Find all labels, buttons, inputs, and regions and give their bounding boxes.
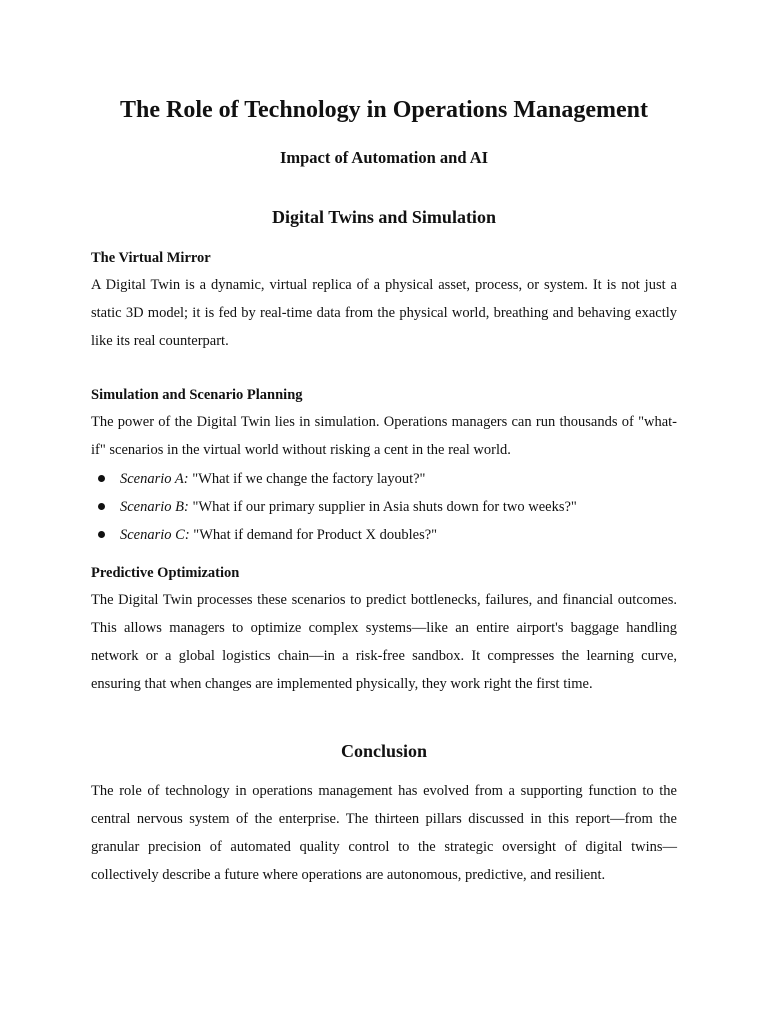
scenario-label: Scenario B: bbox=[120, 499, 189, 515]
subsection-title: Digital Twins and Simulation bbox=[272, 207, 496, 227]
section-title: Impact of Automation and AI bbox=[279, 148, 489, 167]
scenario-text: "What if demand for Product X doubles?" bbox=[189, 527, 438, 543]
virtual-mirror-heading: The Virtual Mirror bbox=[91, 250, 211, 266]
predictive-paragraph: The Digital Twin processes these scenarios to predict bottlenecks, failures, and financial outcomes. This allows managers to optimize complex systems—like an entire airport's baggage handling network or a global logistics chain—in a risk-free sandbox. It compresses the learning curve, ensuring that when changes are implemented physically, they work right the first time. bbox=[91, 592, 677, 692]
scenario-list bbox=[91, 465, 677, 549]
simulation-heading: Simulation and Scenario Planning bbox=[91, 387, 303, 403]
scenario-label: Scenario C: bbox=[120, 527, 190, 543]
list-item bbox=[91, 465, 677, 493]
conclusion-paragraph: The role of technology in operations management has evolved from a supporting function to the central nervous system of the enterprise. The thirteen pillars discussed in this report—from the granular precision of automated quality control to the strategic oversight of digital twins—collectively describe a future where operations are autonomous, predictive, and resilient. bbox=[91, 783, 677, 883]
predictive-heading: Predictive Optimization bbox=[91, 565, 240, 581]
document-title: The Role of Technology in Operations Management bbox=[119, 97, 648, 123]
scenario-label: Scenario A: bbox=[120, 471, 189, 487]
list-item bbox=[91, 521, 677, 549]
bullet-icon bbox=[98, 475, 105, 482]
bullet-icon bbox=[98, 503, 105, 510]
conclusion-heading: Conclusion bbox=[340, 741, 428, 761]
list-item bbox=[91, 493, 677, 521]
scenario-text: "What if we change the factory layout?" bbox=[188, 471, 426, 487]
scenario-text: "What if our primary supplier in Asia shuts down for two weeks?" bbox=[188, 499, 577, 515]
simulation-paragraph: The power of the Digital Twin lies in simulation. Operations managers can run thousands of "what-if" scenarios in the virtual world without risking a cent in the real world. bbox=[91, 414, 677, 458]
virtual-mirror-paragraph: A Digital Twin is a dynamic, virtual replica of a physical asset, process, or system. It is not just a static 3D model; it is fed by real-time data from the physical world, breathing and behaving exactly like its real counterpart. bbox=[91, 277, 677, 349]
bullet-icon bbox=[98, 531, 105, 538]
